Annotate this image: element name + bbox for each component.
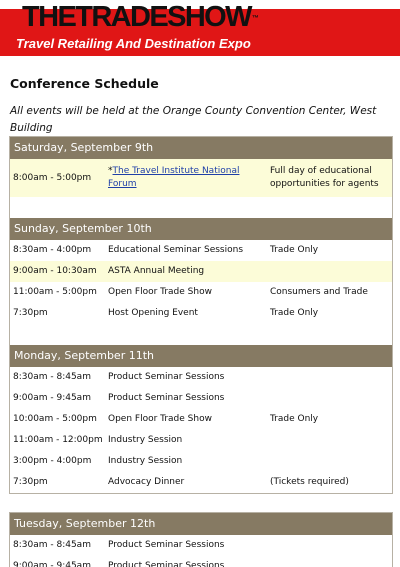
time-cell: 10:00am - 5:00pm (13, 414, 97, 424)
time-cell: 9:00am - 9:45am (13, 393, 91, 403)
time-cell: 9:00am - 10:30am (10, 261, 108, 282)
note-cell: Trade Only (270, 245, 319, 255)
table-row (10, 240, 392, 261)
event-cell: ASTA Annual Meeting (108, 261, 270, 282)
note-cell (270, 535, 392, 556)
time-cell: 8:30am - 8:45am (13, 372, 91, 382)
event-cell: Open Floor Trade Show (108, 287, 212, 297)
spacer-row (10, 324, 392, 345)
spacer-row (9, 493, 393, 513)
schedule-table (9, 136, 393, 567)
time-cell: 11:00am - 5:00pm (13, 287, 97, 297)
note-cell: (Tickets required) (270, 477, 349, 487)
table-row (10, 282, 392, 303)
event-cell: Industry Session (108, 456, 183, 466)
event-cell: Advocacy Dinner (108, 477, 185, 487)
travel-institute-forum-link[interactable]: The Travel Institute National Forum (108, 166, 240, 189)
day-header-monday: Monday, September 11th (10, 345, 392, 367)
table-row (10, 409, 392, 430)
note-cell (270, 430, 392, 451)
event-cell: Educational Seminar Sessions (108, 245, 244, 255)
day-header-saturday: Saturday, September 9th (10, 137, 392, 159)
note-cell: Trade Only (270, 308, 319, 318)
event-cell (108, 159, 270, 197)
event-cell: Product Seminar Sessions (108, 393, 225, 403)
table-row (10, 159, 392, 197)
note-cell: Trade Only (270, 414, 319, 424)
time-cell: 11:00am - 12:00pm (13, 435, 103, 445)
note-cell (270, 388, 392, 409)
time-cell: 7:30pm (13, 477, 48, 487)
table-row (10, 430, 392, 451)
table-row (10, 472, 392, 493)
event-cell: Product Seminar Sessions (108, 540, 225, 550)
table-row (10, 451, 392, 472)
table-row (10, 261, 392, 282)
tagline: Travel Retailing And Destination Expo (16, 36, 251, 51)
event-cell: Product Seminar Sessions (108, 372, 225, 382)
day-header-tuesday: Tuesday, September 12th (10, 513, 392, 535)
note-cell (270, 261, 392, 282)
note-cell: Consumers and Trade (270, 287, 368, 297)
note-cell (270, 556, 392, 567)
time-cell: 7:30pm (13, 308, 48, 318)
event-cell: Open Floor Trade Show (108, 414, 212, 424)
note-text: Full day of educational opportunities for agents (270, 166, 379, 189)
logo-text: THETRADESHOW (22, 1, 251, 33)
time-cell: 9:00am - 9:45am (13, 561, 91, 567)
event-cell: Product Seminar Sessions (108, 561, 225, 567)
event-cell: Host Opening Event (108, 308, 198, 318)
event-cell: Industry Session (108, 435, 183, 445)
table-row (10, 535, 392, 556)
time-cell: 8:30am - 4:00pm (13, 245, 92, 255)
header-banner (0, 0, 400, 56)
table-row (10, 388, 392, 409)
venue-note: All events will be held at the Orange County Convention Center, West Building (10, 105, 377, 134)
time-cell: 8:30am - 8:45am (13, 540, 91, 550)
trademark-symbol: ™ (251, 15, 259, 22)
table-row (10, 367, 392, 388)
spacer-row (10, 197, 392, 218)
day-header-sunday: Sunday, September 10th (10, 218, 392, 240)
event-prefix: * (108, 166, 113, 176)
table-row (10, 556, 392, 567)
page-title: Conference Schedule (10, 76, 159, 91)
time-cell: 8:00am - 5:00pm (10, 159, 108, 197)
note-cell (270, 451, 392, 472)
note-cell (270, 367, 392, 388)
site-logo[interactable] (22, 2, 259, 32)
note-cell (270, 159, 392, 197)
time-cell: 3:00pm - 4:00pm (13, 456, 92, 466)
table-row (10, 303, 392, 324)
